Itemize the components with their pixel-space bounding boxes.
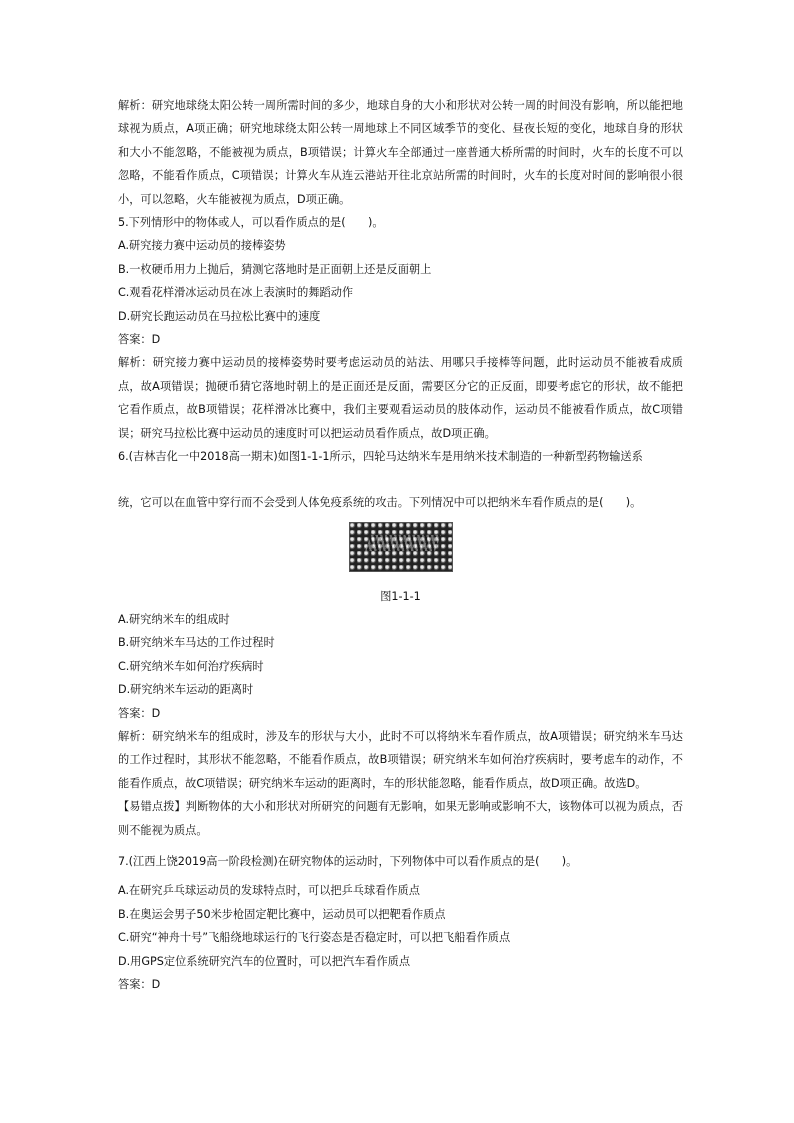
q6-option-d: D.研究纳米车运动的距离时 — [118, 683, 254, 697]
spacer — [118, 469, 683, 491]
q5-analysis: 解析：研究接力赛中运动员的接棒姿势时要考虑运动员的站法、用哪只手接棒等问题，此时运动员不能被看成质点，故A项错误；抛硬币猜它落地时朝上的是正面还是反面，需要区分它的正反面，即要考虑它的形状，故不能把它看作质点，故B项错误；花样滑冰比赛中，我们主要观看运动员的肢体动作，运动员不能被看作质点，故C项错误；研究马拉松比赛中运动员的速度时可以把运动员看作质点，故D项正确。 — [118, 356, 683, 440]
q5-option-b: B.一枚硬币用力上抛后，猜测它落地时是正面朝上还是反面朝上 — [118, 262, 432, 276]
q6-option-b: B.研究纳米车马达的工作过程时 — [118, 636, 275, 650]
q5-option-a: A.研究接力赛中运动员的接棒姿势 — [118, 239, 286, 253]
q5-option-d: D.研究长跑运动员在马拉松比赛中的速度 — [118, 309, 321, 323]
q6-option-a: A.研究纳米车的组成时 — [118, 612, 230, 626]
q7-option-c: C.研究“神舟十号”飞船绕地球运行的飞行姿态是否稳定时，可以把飞船看作质点 — [118, 931, 511, 945]
q7-option-d: D.用GPS定位系统研究汽车的位置时，可以把汽车看作质点 — [118, 954, 411, 968]
q6-option-c: C.研究纳米车如何治疗疾病时 — [118, 659, 264, 673]
q6-tip: 【易错点拨】判断物体的大小和形状对所研究的问题有无影响，如果无影响或影响不大，该物体可以视为质点，否则不能视为质点。 — [118, 800, 683, 837]
q4-analysis: 解析：研究地球绕太阳公转一周所需时间的多少，地球自身的大小和形状对公转一周的时间没有影响，所以能把地球视为质点，A项正确；研究地球绕太阳公转一周地球上不同区域季节的变化、昼夜长短的变化，地球自身的形状和大小不能忽略，不能被视为质点，B项错误；计算火车全部通过一座普通大桥所需的时间时，火车的长度不可以忽略，不能看作质点，C项错误；计算火车从连云港站开往北京站所需的时间时，火车的长度对时间的影响很小很小，可以忽略，火车能被视为质点，D项正确。 — [118, 99, 683, 206]
figure-nanocar — [118, 522, 683, 608]
q6-stem-line2: 统，它可以在血管中穿行而不会受到人体免疫系统的攻击。下列情况中可以把纳米车看作质点的是( )。 — [118, 495, 642, 509]
q7-answer: 答案：D — [118, 978, 161, 991]
q6-stem-line1: 6.(吉林吉化一中2018高一期末)如图1-1-1所示，四轮马达纳米车是用纳米技术制造的一种新型药物输送系 — [118, 450, 643, 464]
q5-answer: 答案：D — [118, 333, 161, 347]
document-content — [118, 94, 683, 996]
q7-option-a: A.在研究乒乓球运动员的发球特点时，可以把乒乓球看作质点 — [118, 884, 420, 898]
q6-analysis: 解析：研究纳米车的组成时，涉及车的形状与大小，此时不可以将纳米车看作质点，故A项错误；研究纳米车马达的工作过程时，其形状不能忽略，不能看作质点，故B项错误；研究纳米车如何治疗疾病时，要考虑车的动作，不能看作质点，故C项错误；研究纳米车运动的距离时，车的形状能忽略，能看作质点，故D项正确。故选D。 — [118, 729, 683, 790]
spacer — [118, 842, 683, 850]
q5-stem: 5.下列情形中的物体或人，可以看作质点的是( )。 — [118, 216, 384, 230]
nanocar-image — [349, 522, 453, 572]
q5-option-c: C.观看花样滑冰运动员在冰上表演时的舞蹈动作 — [118, 286, 354, 300]
figure-caption: 图1-1-1 — [380, 589, 421, 603]
q7-stem: 7.(江西上饶2019高一阶段检测)在研究物体的运动时，下列物体中可以看作质点的是( )。 — [118, 854, 578, 868]
q6-answer: 答案：D — [118, 706, 161, 720]
q7-option-b: B.在奥运会男子50米步枪固定靶比赛中，运动员可以把靶看作质点 — [118, 907, 446, 921]
